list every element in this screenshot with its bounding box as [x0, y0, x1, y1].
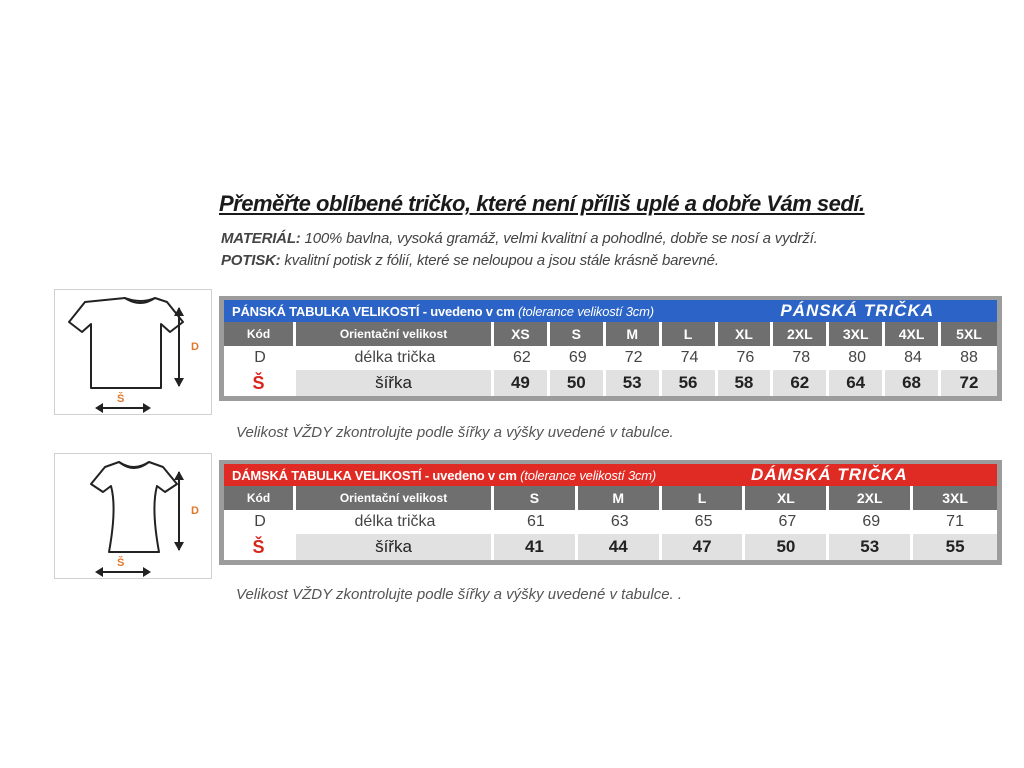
men-title-text: PÁNSKÁ TABULKA VELIKOSTÍ - uvedeno v cm: [232, 303, 515, 319]
men-width-cell: 62: [773, 370, 829, 396]
men-width-cell: 56: [662, 370, 718, 396]
women-width-cell: 50: [745, 534, 829, 560]
women-chart-title: [224, 464, 662, 486]
women-size-header: L: [662, 486, 746, 510]
women-col-orient: Orientační velikost: [296, 486, 494, 510]
men-length-cell: 76: [736, 349, 755, 366]
men-length-cell: 88: [960, 349, 978, 366]
men-row-length: [224, 346, 997, 370]
men-size-header: 2XL: [773, 322, 829, 346]
men-size-header: XL: [718, 322, 774, 346]
women-title-text: DÁMSKÁ TABULKA VELIKOSTÍ - uvedeno v cm: [232, 467, 517, 483]
women-size-header: 2XL: [829, 486, 913, 510]
women-header-row: [224, 486, 997, 510]
material-text: 100% bavlna, vysoká gramáž, velmi kvalitní a pohodlné, dobře se nosí a vydrží.: [304, 230, 818, 247]
women-length-cell: 69: [862, 513, 881, 530]
women-size-header: S: [494, 486, 578, 510]
men-size-header: S: [550, 322, 606, 346]
men-size-header: 5XL: [941, 322, 997, 346]
men-chart-title: [224, 300, 718, 322]
men-label-width: šířka: [296, 370, 494, 396]
men-label-length: délka trička: [354, 349, 436, 366]
women-width-cell: 53: [829, 534, 913, 560]
men-length-cell: 84: [904, 349, 922, 366]
men-width-cell: 53: [606, 370, 662, 396]
men-code-s: Š: [224, 370, 296, 396]
men-col-code: Kód: [224, 322, 296, 346]
women-size-chart: [219, 460, 1002, 565]
women-label-width: šířka: [296, 534, 494, 560]
women-col-code: Kód: [224, 486, 296, 510]
women-size-header: 3XL: [913, 486, 997, 510]
men-length-cell: 72: [624, 349, 643, 366]
women-width-cell: 55: [913, 534, 997, 560]
potisk-text: kvalitní potisk z fólií, které se neloupou a jsou stále krásně barevné.: [284, 252, 719, 269]
men-width-cell: 72: [941, 370, 997, 396]
men-width-cell: 50: [550, 370, 606, 396]
men-diagram-d: D: [191, 341, 199, 353]
men-code-d: D: [254, 349, 266, 366]
women-length-cell: 71: [946, 513, 964, 530]
women-shirt-diagram: [54, 453, 212, 579]
men-diagram-s: Š: [117, 393, 125, 405]
women-size-header: M: [578, 486, 662, 510]
men-width-cell: 68: [885, 370, 941, 396]
women-width-cell: 41: [494, 534, 578, 560]
women-diagram-d: D: [191, 505, 199, 517]
women-code-s: Š: [224, 534, 296, 560]
men-row-width: [224, 370, 997, 396]
material-label: MATERIÁL:: [221, 230, 301, 247]
women-length-cell: 67: [778, 513, 797, 530]
men-badge: PÁNSKÁ TRIČKA: [718, 300, 998, 322]
men-shirt-icon: [55, 290, 213, 416]
men-shirt-diagram: [54, 289, 212, 415]
women-badge: DÁMSKÁ TRIČKA: [662, 464, 997, 486]
women-code-d: D: [254, 513, 266, 530]
women-width-cell: 47: [662, 534, 746, 560]
women-size-header: XL: [745, 486, 829, 510]
men-size-header: 4XL: [885, 322, 941, 346]
women-length-cell: 63: [610, 513, 629, 530]
men-size-header: XS: [494, 322, 550, 346]
headline: Přeměřte oblíbené tričko, které není příliš uplé a dobře Vám sedí.: [219, 191, 865, 216]
men-length-cell: 78: [792, 349, 811, 366]
women-width-cell: 44: [578, 534, 662, 560]
women-length-cell: 65: [694, 513, 713, 530]
men-length-cell: 62: [513, 349, 531, 366]
men-tolerance: (tolerance velikostí 3cm): [517, 303, 654, 319]
men-length-cell: 80: [848, 349, 867, 366]
men-length-cell: 74: [680, 349, 699, 366]
material-line: [221, 230, 818, 247]
potisk-line: [221, 252, 719, 269]
men-width-cell: 64: [829, 370, 885, 396]
women-length-cell: 61: [527, 513, 545, 530]
men-header-row: [224, 322, 997, 346]
women-note: Velikost VŽDY zkontrolujte podle šířky a výšky uvedené v tabulce. .: [236, 586, 683, 603]
potisk-label: POTISK:: [221, 252, 281, 269]
men-width-cell: 58: [718, 370, 774, 396]
men-size-header: M: [606, 322, 662, 346]
women-diagram-s: Š: [117, 557, 125, 569]
women-row-width: [224, 534, 997, 560]
men-size-chart: [219, 296, 1002, 401]
women-tolerance: (tolerance velikostí 3cm): [520, 467, 657, 483]
men-col-orient: Orientační velikost: [296, 322, 494, 346]
men-width-cell: 49: [494, 370, 550, 396]
men-note: Velikost VŽDY zkontrolujte podle šířky a výšky uvedené v tabulce.: [236, 424, 674, 441]
men-size-header: 3XL: [829, 322, 885, 346]
women-label-length: délka trička: [354, 513, 436, 530]
men-length-cell: 69: [568, 349, 587, 366]
men-size-header: L: [662, 322, 718, 346]
women-row-length: [224, 510, 997, 534]
women-shirt-icon: [55, 454, 213, 580]
